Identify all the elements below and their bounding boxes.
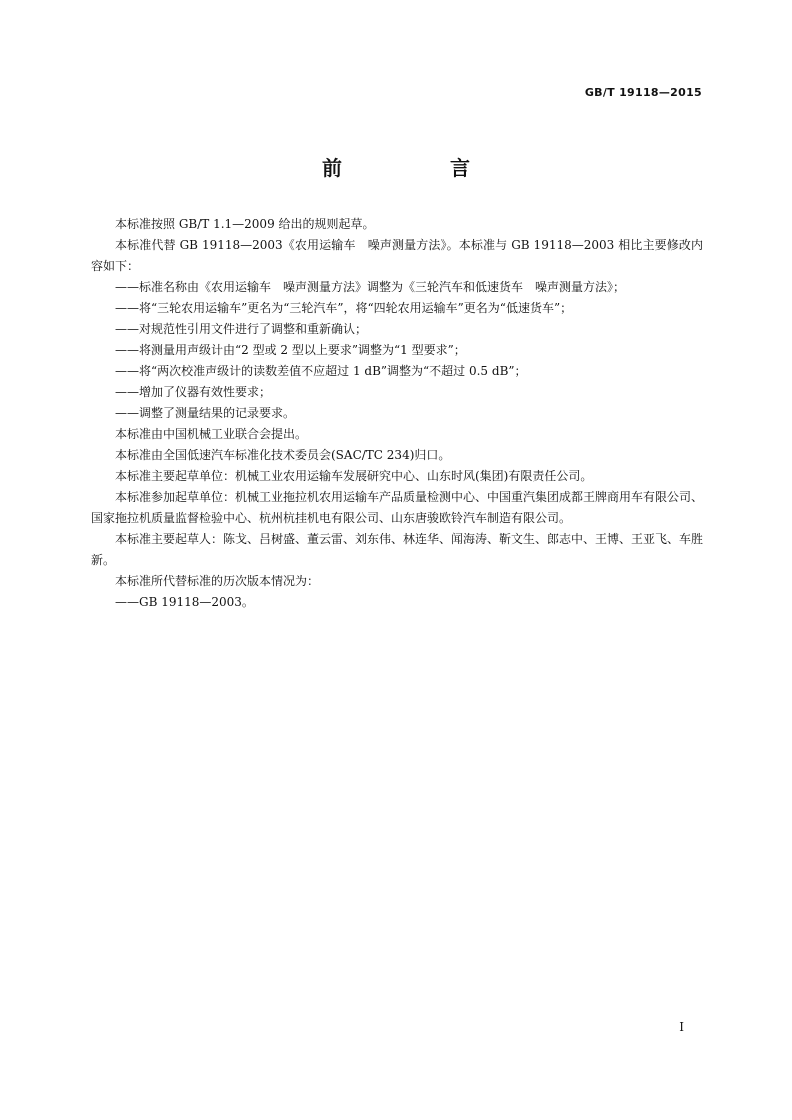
paragraph-drafters: 本标准主要起草人：陈戈、吕树盛、董云雷、刘东伟、林连华、闻海涛、靳文生、郎志中、王博、王亚飞、车胜新。	[91, 532, 704, 567]
page-number: I	[679, 1020, 684, 1034]
change-item: ——增加了仪器有效性要求；	[115, 385, 272, 399]
change-item: ——将测量用声级计由“2 型或 2 型以上要求”调整为“1 型要求”；	[115, 343, 466, 357]
change-item: ——调整了测量结果的记录要求。	[115, 406, 296, 420]
page-title: 前 言	[322, 156, 514, 180]
paragraph-participating-orgs: 本标准参加起草单位：机械工业拖拉机农用运输车产品质量检测中心、中国重汽集团成都王牌商用车有限公司、国家拖拉机质量监督检验中心、杭州杭挂机电有限公司、山东唐骏欧铃汽车制造有限公司。	[91, 490, 704, 525]
paragraph-drafting-rules: 本标准按照 GB/T 1.1—2009 给出的规则起草。	[115, 217, 375, 231]
document-body	[91, 214, 703, 613]
change-item: ——标准名称由《农用运输车 噪声测量方法》调整为《三轮汽车和低速货车 噪声测量方法》；	[115, 280, 626, 294]
history-item: ——GB 19118—2003。	[115, 595, 254, 609]
change-item: ——将“三轮农用运输车”更名为“三轮汽车”，将“四轮农用运输车”更名为“低速货车”；	[115, 301, 573, 315]
paragraph-committee: 本标准由全国低速汽车标准化技术委员会(SAC/TC 234)归口。	[115, 448, 451, 462]
paragraph-main-drafters-org: 本标准主要起草单位：机械工业农用运输车发展研究中心、山东时风(集团)有限责任公司。	[115, 469, 593, 483]
paragraph-proposer: 本标准由中国机械工业联合会提出。	[115, 427, 308, 441]
paragraph-replacement: 本标准代替 GB 19118—2003《农用运输车 噪声测量方法》。本标准与 GB 19118—2003 相比主要修改内容如下：	[91, 238, 703, 273]
change-item: ——将“两次校准声级计的读数差值不应超过 1 dB”调整为“不超过 0.5 dB”；	[115, 364, 527, 378]
change-item: ——对规范性引用文件进行了调整和重新确认；	[115, 322, 368, 336]
standard-code: GB/T 19118—2015	[584, 86, 702, 99]
paragraph-history-intro: 本标准所代替标准的历次版本情况为：	[115, 574, 320, 588]
